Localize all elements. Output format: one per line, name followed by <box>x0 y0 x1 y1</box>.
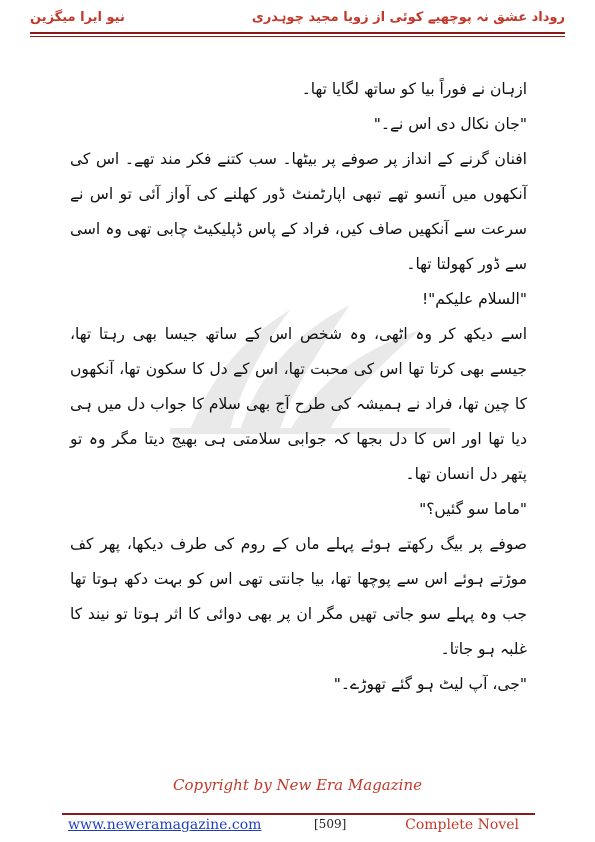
dialogue-line: "جان نکال دی اس نے۔" <box>373 115 527 133</box>
header-divider <box>30 32 565 34</box>
page-footer <box>68 817 519 837</box>
website-link[interactable]: www.neweramagazine.com <box>68 817 262 833</box>
paragraph: صوفے پر بیگ رکھتے ہوئے پہلے ماں کے روم کی طرف دیکھا، پھر کف موڑتے ہوئے اس سے پوچھا تھا، بیا جانتی تھی اس کو بہت دکھ ہوتا تھا جب وہ پہلے سو جاتی تھیں مگر ان پر بھی دوائی کا اثر ہوتا تو نیند کا غلبہ ہو جاتا۔ <box>70 535 527 658</box>
footer-divider <box>62 813 535 815</box>
dialogue-line: "السلام علیکم"! <box>421 290 527 308</box>
article-body <box>70 72 527 702</box>
dialogue-line: "جی، آپ لیٹ ہو گئے تھوڑے۔" <box>333 675 527 693</box>
page-header <box>30 8 565 32</box>
paragraph: اسے دیکھ کر وہ اٹھی، وہ شخص اس کے ساتھ جیسا بھی رہتا تھا، جیسے بھی کرتا تھا اس کی محبت تھا، اس کے دل کا سکون تھا، آنکھوں کا چین تھا، فراد نے ہمیشہ کی طرح آج بھی سلام کا جواب دل میں ہی دیا تھا اور اس کا دل بجھا کہ جوابی سلامتی ہی بھیج دیتا مگر وہ تو پتھر دل انسان تھا۔ <box>70 325 527 483</box>
dialogue-line: "ماما سو گئیں؟" <box>419 500 527 518</box>
novel-title-author: روداد عشق نہ پوچھیے کوئی از زویا مجید چوہدری <box>251 10 565 25</box>
magazine-name: نیو ایرا میگزین <box>30 10 125 25</box>
paragraph: ازہان نے فوراً بیا کو ساتھ لگایا تھا۔ <box>301 80 527 98</box>
header-divider-thin <box>30 36 565 37</box>
copyright-notice: Copyright by New Era Magazine <box>173 776 422 794</box>
paragraph: افنان گرنے کے انداز پر صوفے پر بیٹھا۔ سب کتنے فکر مند تھے۔ اس کی آنکھوں میں آنسو تھے تبھی اپارٹمنٹ ڈور کھلنے کی آواز آئی تو اس نے سرعت سے آنکھیں صاف کیں، فراد کے پاس ڈپلیکیٹ چابی تھی وہ اسی سے ڈور کھولتا تھا۔ <box>70 150 527 273</box>
novel-type-label: Complete Novel <box>405 817 519 833</box>
page-number: [509] <box>314 817 347 831</box>
